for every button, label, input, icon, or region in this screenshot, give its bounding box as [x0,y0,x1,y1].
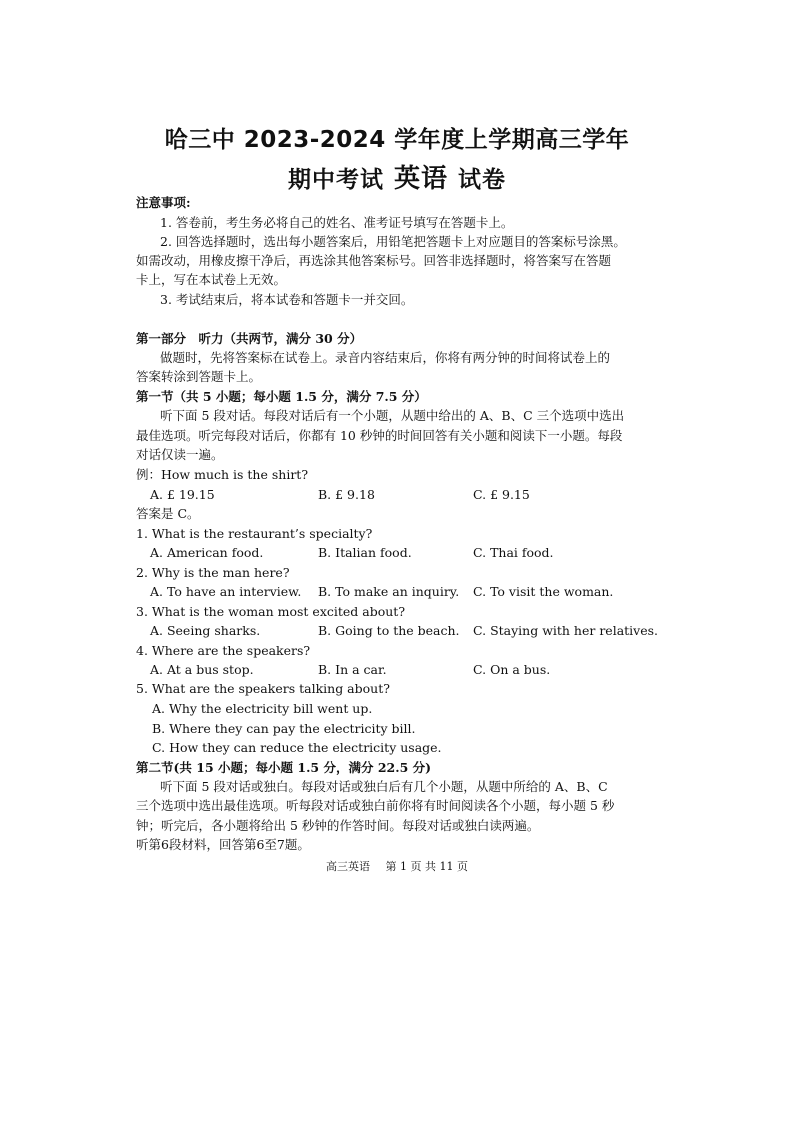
notice-line: 1. 答卷前，考生务必将自己的姓名、准考证号填写在答题卡上。 [160,215,514,230]
q5-option-a: A. Why the electricity bill went up. [152,701,373,716]
section1-intro: 听下面 5 段对话。每段对话后有一个小题，从题中给出的 A、B、C 三个选项中选出 [160,408,625,423]
q1-option-b: B. Italian food. [318,545,412,560]
question-1: 1. What is the restaurant’s specialty? [136,526,373,541]
section1-intro: 对话仅读一遍。 [136,447,224,462]
question-3: 3. What is the woman most excited about? [136,604,406,619]
page-footer [0,858,794,874]
exam-title-line1: 哈三中 2023-2024 学年度上学期高三学年 [164,127,630,153]
exam-paper-word: 试卷 [458,167,506,193]
question-5: 5. What are the speakers talking about? [136,681,390,696]
notice-line: 2. 回答选择题时，选出每小题答案后，用铅笔把答题卡上对应题目的答案标号涂黑。 [160,234,626,249]
q4-option-a: A. At a bus stop. [150,662,254,677]
section2-intro: 听下面 5 段对话或独白。每段对话或独白后有几个小题，从题中所给的 A、B、C [160,779,608,794]
q2-option-a: A. To have an interview. [150,584,302,599]
example-option-a: A. £ 19.15 [150,487,215,502]
example-option-c: C. £ 9.15 [473,487,530,502]
notice-line: 3. 考试结束后，将本试卷和答题卡一并交回。 [160,292,414,307]
exam-title-line2 [0,158,794,195]
q3-option-a: A. Seeing sharks. [150,623,261,638]
part1-heading: 第一部分 听力（共两节，满分 30 分） [136,331,363,346]
section1-heading: 第一节（共 5 小题；每小题 1.5 分，满分 7.5 分） [136,389,427,404]
part1-intro: 做题时，先将答案标在试卷上。录音内容结束后，你将有两分钟的时间将试卷上的 [160,350,611,365]
q2-option-b: B. To make an inquiry. [318,584,460,599]
notice-heading: 注意事项: [136,195,191,210]
q1-option-c: C. Thai food. [473,545,554,560]
q5-option-b: B. Where they can pay the electricity bill. [152,721,416,736]
footer-page-number: 第 1 页 共 11 页 [385,860,468,873]
example-option-b: B. £ 9.18 [318,487,375,502]
exam-type: 期中考试 [287,167,384,193]
notice-line: 卡上，写在本试卷上无效。 [136,272,287,287]
example-question: 例：How much is the shirt? [136,467,309,482]
q2-option-c: C. To visit the woman. [473,584,614,599]
question-4: 4. Where are the speakers? [136,643,311,658]
section2-heading: 第二节(共 15 小题；每小题 1.5 分，满分 22.5 分) [136,760,432,775]
question-2: 2. Why is the man here? [136,565,290,580]
exam-subject: 英语 [393,164,448,194]
notice-line: 如需改动，用橡皮擦干净后，再选涂其他答案标号。回答非选择题时，将答案写在答题 [136,253,612,268]
q3-option-b: B. Going to the beach. [318,623,460,638]
section1-intro: 最佳选项。听完每段对话后，你都有 10 秒钟的时间回答有关小题和阅读下一小题。每段 [136,428,623,443]
q1-option-a: A. American food. [150,545,264,560]
q4-option-c: C. On a bus. [473,662,551,677]
footer-subject: 高三英语 [326,860,370,873]
q5-option-c: C. How they can reduce the electricity usage. [152,740,442,755]
q3-option-c: C. Staying with her relatives. [473,623,659,638]
section2-intro: 钟；听完后，各小题将给出 5 秒钟的作答时间。每段对话或独白读两遍。 [136,818,540,833]
part1-intro: 答案转涂到答题卡上。 [136,369,262,384]
example-answer: 答案是 C。 [136,506,200,521]
q4-option-b: B. In a car. [318,662,387,677]
section2-intro: 三个选项中选出最佳选项。听每段对话或独白前你将有时间阅读各个小题，每小题 5 秒 [136,798,615,813]
section2-material: 听第6段材料，回答第6至7题。 [136,837,310,852]
